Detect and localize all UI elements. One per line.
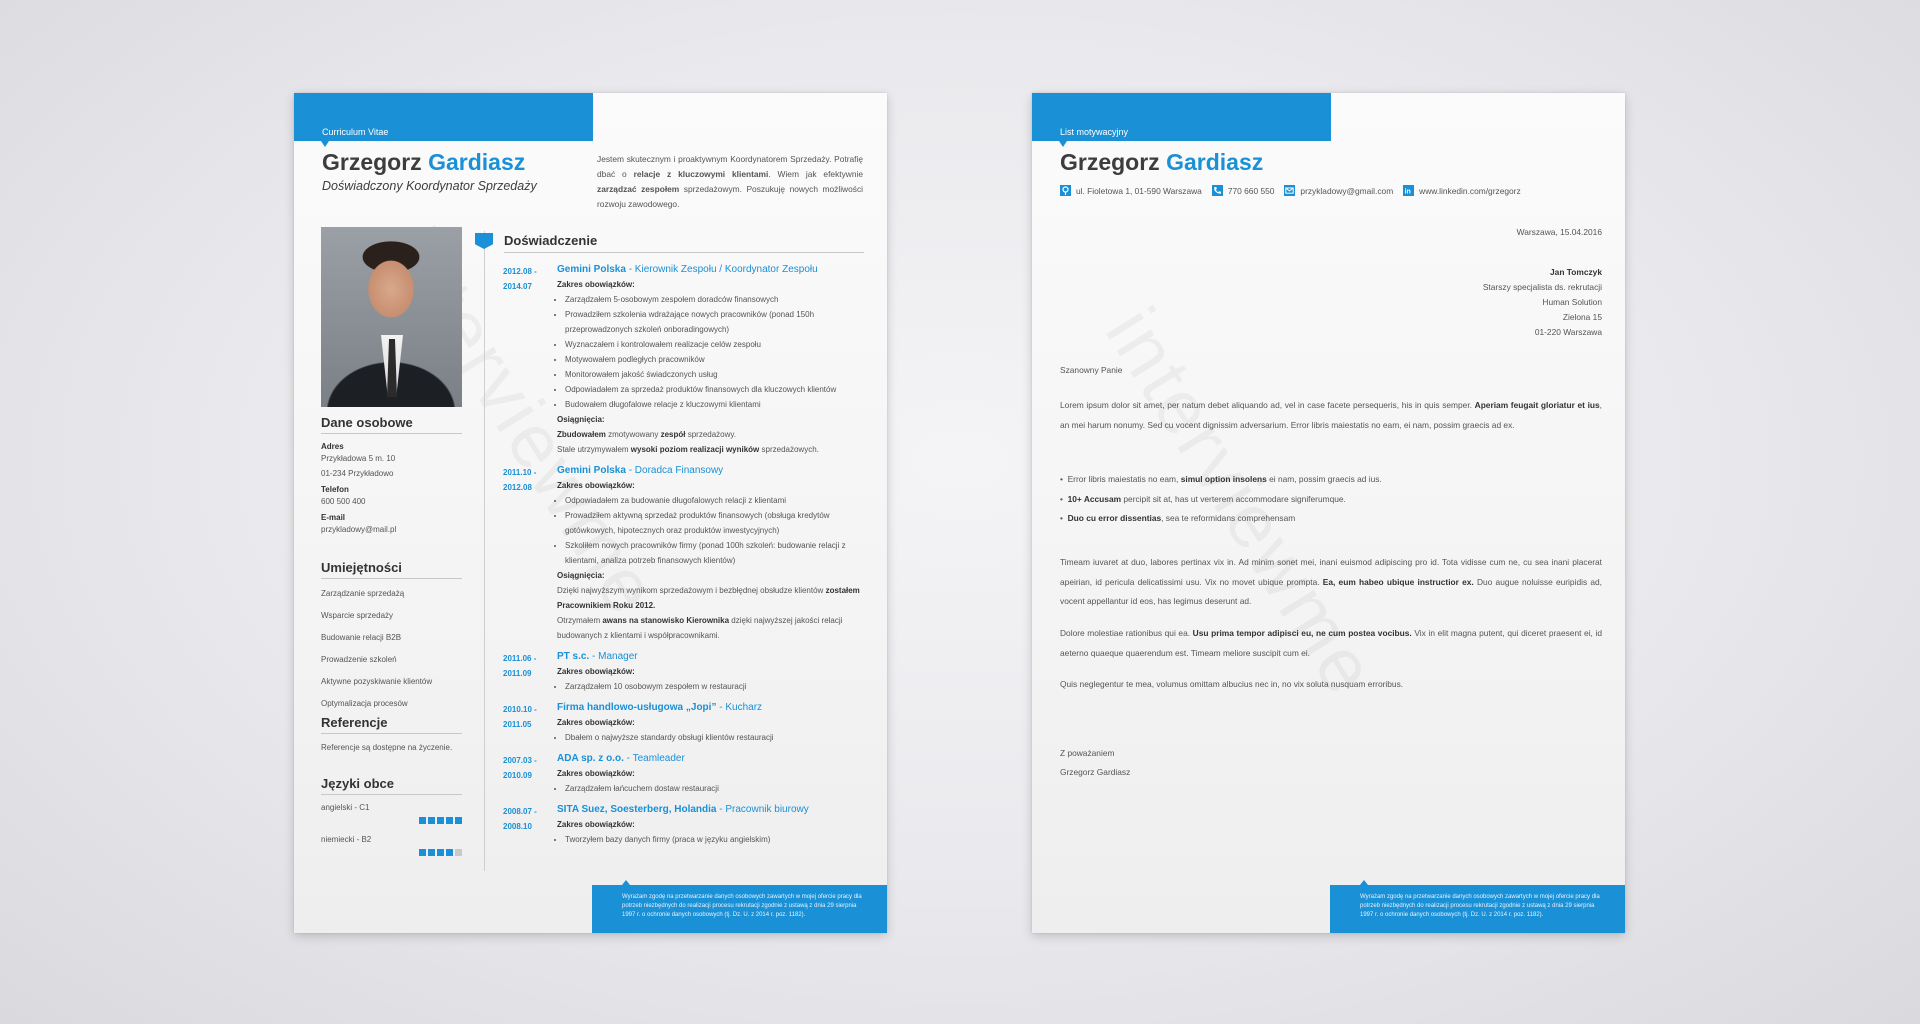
duty-item: • Wyznaczałem i kontrolowałem realizacje celów zespołu	[565, 337, 867, 352]
language-name: niemiecki - B2	[321, 835, 372, 844]
references-heading: Referencje	[321, 715, 462, 734]
cv-subtitle: Doświadczony Koordynator Sprzedaży	[322, 179, 537, 193]
location-pin-icon	[1060, 185, 1071, 196]
bullet-bold: Duo cu error dissentias	[1067, 513, 1162, 523]
header-pointer-icon	[1059, 141, 1067, 147]
job-date-from: 2007.03 -	[503, 756, 537, 765]
duties-list	[557, 832, 867, 847]
section-flag-icon	[475, 233, 493, 249]
skills-heading: Umiejętności	[321, 560, 462, 579]
address-line: 01-234 Przykładowo	[321, 469, 394, 478]
job-title	[557, 650, 867, 664]
skill-item: Zarządzanie sprzedażą	[321, 589, 405, 598]
recipient-company: Human Solution	[1542, 297, 1602, 307]
closing: Z poważaniem	[1060, 748, 1115, 758]
cv-first-name: Grzegorz	[322, 149, 422, 175]
cv-header-band	[294, 93, 593, 141]
cv-page	[294, 93, 887, 933]
duties-label: Zakres obowiązków:	[557, 769, 635, 778]
paragraph-bold: Ea, eum habeo ubique instructior ex.	[1322, 576, 1474, 587]
skills-section	[321, 560, 462, 715]
letter-first-name: Grzegorz	[1060, 149, 1160, 175]
achievement-text: Stale utrzymywałem	[557, 445, 631, 454]
job-dates	[503, 753, 545, 783]
cv-name	[322, 149, 525, 176]
achievement-text: Otrzymałem	[557, 616, 603, 625]
job-title	[557, 701, 867, 715]
duties-list	[557, 730, 867, 745]
skill-item: Optymalizacja procesów	[321, 699, 408, 708]
job-date-to: 2012.08	[503, 483, 532, 492]
skill-item: Aktywne pozyskiwanie klientów	[321, 677, 433, 686]
letter-paragraph	[1060, 553, 1602, 612]
level-dot	[446, 849, 453, 856]
achievement-text: dzięki najwyższej jakości relacji budowanych z klientami i współpracownikami.	[557, 616, 843, 640]
intro-text: . Wiem jak efektywnie	[768, 169, 863, 179]
job-role: - Manager	[589, 651, 638, 662]
letter-paragraph	[1060, 624, 1602, 663]
job-date-to: 2011.05	[503, 720, 532, 729]
job-body	[557, 803, 867, 847]
achievement-text: sprzedażowy.	[685, 430, 737, 439]
cv-consent-text: Wyrażam zgodę na przetwarzanie danych osobowych zawartych w mojej ofercie pracy dla potrzeb niezbędnych do realizacji procesu rekrutacji zgodnie z ustawą z dnia 29 sierpnia 1997 r. o ochronie danych osobowych (tj. Dz. U. z 2014 r. poz. 1182).	[622, 894, 862, 918]
cv-header-label: Curriculum Vitae	[322, 127, 389, 137]
timeline-line	[484, 231, 485, 871]
achievement-text: zmotywowany	[605, 430, 661, 439]
job-entry	[503, 464, 867, 643]
svg-text:in: in	[1404, 188, 1412, 195]
contact-phone	[1212, 185, 1275, 196]
duty-item: • Zarządzałem 10 osobowym zespołem w restauracji	[565, 679, 867, 694]
job-company: SITA Suez, Soesterberg, Holandia	[557, 804, 717, 815]
paragraph-text: Timeam iuvaret at duo, labores pertinax vix in. Ad minim sonet mei, inani euismod adipiscing pro id. Tota vidisse cum ne, cu sea inani placerat apeirian, id pericula delicatissimi usu. Vix no movet ubique prompta.	[1060, 557, 1602, 587]
phone-icon	[1212, 185, 1223, 196]
duties-list	[557, 493, 867, 568]
language-item	[321, 835, 462, 867]
contact-row	[1060, 185, 1531, 196]
job-date-from: 2012.08 -	[503, 267, 537, 276]
footer-pointer-icon	[622, 880, 630, 885]
intro-bold: zarządzać zespołem	[597, 184, 680, 194]
email-text[interactable]: przykladowy@gmail.com	[1300, 185, 1394, 196]
envelope-icon	[1284, 185, 1295, 196]
personal-data-section	[321, 415, 462, 537]
job-date-to: 2011.09	[503, 669, 532, 678]
place-date: Warszawa, 15.04.2016	[1516, 227, 1602, 237]
job-date-to: 2008.10	[503, 822, 532, 831]
achievement-bold: zostałem Pracownikiem Roku 2012.	[557, 586, 860, 610]
bullet-bold: 10+ Accusam	[1067, 493, 1122, 504]
phone-value: 600 500 400	[321, 497, 366, 506]
experience-list	[503, 263, 867, 854]
skills-list	[321, 583, 462, 715]
job-body	[557, 701, 867, 745]
references-text: Referencje są dostępne na życzenie.	[321, 743, 453, 752]
recipient-title: Starszy specjalista ds. rekrutacji	[1482, 282, 1602, 292]
duty-item: • Odpowiadałem za budowanie długofalowych relacji z klientami	[565, 493, 867, 508]
paragraph-text: Duo augue noluisse euripidis ad, vocent appellantur id eos, has legimus deserunt ad.	[1060, 576, 1602, 606]
duty-item: • Prowadziłem aktywną sprzedaż produktów finansowych (obsługa kredytów gotówkowych, hipotecznych oraz produktów inwestycyjnych)	[565, 508, 867, 538]
job-body	[557, 263, 867, 457]
recipient-street: Zielona 15	[1562, 312, 1602, 322]
level-dot	[428, 817, 435, 824]
job-dates	[503, 264, 545, 294]
job-company: PT s.c.	[557, 651, 590, 662]
skill-item: Wsparcie sprzedaży	[321, 611, 394, 620]
bullet-bold: simul option insolens	[1180, 474, 1267, 484]
paragraph-text: Dolore molestiae rationibus qui ea.	[1060, 628, 1193, 638]
contact-email	[1284, 185, 1393, 196]
header-pointer-icon	[321, 141, 329, 147]
duty-item: • Odpowiadałem za sprzedaż produktów finansowych dla kluczowych klientów	[565, 382, 867, 397]
level-dot	[437, 849, 444, 856]
job-role: - Doradca Finansowy	[625, 465, 724, 476]
job-body	[557, 650, 867, 694]
job-company: Firma handlowo-usługowa „Jopi”	[557, 702, 717, 713]
paragraph-text: Lorem ipsum dolor sit amet, per natum debet aliquando ad, vel in case facete persequeris, his in quis semper.	[1060, 400, 1475, 410]
bullet-text: , sea te reformidans comprehensam	[1161, 513, 1296, 523]
personal-data-heading: Dane osobowe	[321, 415, 462, 434]
achievement-bold: Zbudowałem	[557, 430, 606, 439]
job-date-to: 2010.09	[503, 771, 532, 780]
job-date-to: 2014.07	[503, 282, 532, 291]
level-dot	[428, 849, 435, 856]
achievements-label: Osiągnięcia:	[557, 415, 605, 424]
intro-text: sprzedażowym. Poszukuję nowych możliwości rozwoju zawodowego.	[597, 184, 863, 209]
letter-paragraph	[1060, 396, 1602, 435]
letter-footer-band	[1330, 885, 1625, 933]
language-name: angielski - C1	[321, 803, 370, 812]
job-title	[557, 464, 867, 478]
language-item	[321, 803, 462, 835]
experience-heading: Doświadczenie	[504, 233, 864, 253]
bullet-text: ei nam, possim graecis ad ius.	[1266, 474, 1382, 484]
duty-item: • Zarządzałem 5-osobowym zespołem doradców finansowych	[565, 292, 867, 307]
letter-last-name: Gardiasz	[1166, 149, 1264, 175]
contact-address	[1060, 185, 1202, 196]
job-dates	[503, 804, 545, 834]
languages-heading: Języki obce	[321, 776, 462, 795]
duties-label: Zakres obowiązków:	[557, 667, 635, 676]
paragraph-bold: Usu prima tempor adipisci eu, ne cum postea vocibus.	[1192, 628, 1412, 638]
languages-section	[321, 776, 462, 867]
references-section	[321, 715, 462, 755]
signature: Grzegorz Gardiasz	[1060, 767, 1131, 777]
achievement-bold: zespół	[660, 430, 686, 439]
job-dates	[503, 651, 545, 681]
paragraph-text: , an mei harum nonumy. Sed cu vocent dignissim adversarium. Error libris maiestatis no eam, ei nam, possim graecis ad ex.	[1060, 400, 1602, 430]
achievement-text: Dzięki najwyższym wynikom sprzedażowym i bezbłędnej obsłudze klientów	[557, 586, 826, 595]
letter-header-label: List motywacyjny	[1060, 127, 1129, 137]
email-label: E-mail	[321, 513, 346, 522]
duty-item: • Szkoliłem nowych pracowników firmy (ponad 100h szkoleń: budowanie relacji z klientami, analiza potrzeb finansowych klientów)	[565, 538, 867, 568]
job-dates	[503, 465, 545, 495]
paragraph-text: Vix in elit magna putent, qui diceret praesent ei, id aeterno quaeque quaerendum est. Timeam meliore suscipit cum ei.	[1060, 628, 1603, 658]
job-entry	[503, 650, 867, 694]
footer-pointer-icon	[1360, 880, 1368, 885]
bullet-text: percipit sit at, has ut verterem accommodare signiferumque.	[1121, 493, 1346, 504]
level-dot	[437, 817, 444, 824]
cv-footer-band	[592, 885, 887, 933]
language-level	[419, 849, 462, 856]
job-entry	[503, 701, 867, 745]
paragraph-text: Quis neglegentur te mea, volumus omittam albucius nec in, no vix soluta nusquam erroribus.	[1060, 679, 1404, 689]
job-company: Gemini Polska	[557, 264, 626, 275]
duties-label: Zakres obowiązków:	[557, 718, 635, 727]
letter-bullets: • Error libris maiestatis no eam, simul option insolens ei nam, possim graecis ad ius. • 10+ Accusam percipit sit at, has ut verterem accommodare signiferumque. • Duo cu error dissentias, sea te reformidans comprehensam	[1060, 474, 1382, 523]
achievement-bold: wysoki poziom realizacji wyników	[630, 445, 760, 454]
recipient-city: 01-220 Warszawa	[1534, 327, 1602, 337]
level-dot	[419, 849, 426, 856]
job-role: - Teamleader	[623, 753, 685, 764]
letter-paragraph	[1060, 675, 1602, 695]
duties-list	[557, 781, 867, 796]
language-level	[419, 817, 462, 824]
recipient-name: Jan Tomczyk	[1550, 267, 1602, 277]
duty-item: • Zarządzałem łańcuchem dostaw restauracji	[565, 781, 867, 796]
letter-header-band	[1032, 93, 1331, 141]
achievement-item	[557, 427, 867, 442]
intro-text: Jestem skutecznym i proaktywnym Koordynatorem Sprzedaży. Potrafię dbać o	[597, 154, 863, 179]
recipient-block	[1060, 265, 1602, 340]
greeting: Szanowny Panie	[1060, 365, 1123, 375]
linkedin-icon	[1403, 185, 1414, 196]
phone-label: Telefon	[321, 485, 349, 494]
job-date-from: 2008.07 -	[503, 807, 537, 816]
job-body	[557, 752, 867, 796]
job-date-from: 2011.10 -	[503, 468, 537, 477]
letter-page	[1032, 93, 1625, 933]
cv-last-name: Gardiasz	[428, 149, 526, 175]
duties-label: Zakres obowiązków:	[557, 820, 635, 829]
achievement-bold: awans na stanowisko Kierownika	[602, 616, 730, 625]
achievement-text: sprzedażowych.	[759, 445, 819, 454]
letter-name	[1060, 149, 1263, 176]
job-role: - Kucharz	[716, 702, 763, 713]
letter-consent-text: Wyrażam zgodę na przetwarzanie danych osobowych zawartych w mojej ofercie pracy dla potrzeb niezbędnych do realizacji procesu rekrutacji zgodnie z ustawą z dnia 29 sierpnia 1997 r. o ochronie danych osobowych (tj. Dz. U. z 2014 r. poz. 1182).	[1360, 894, 1600, 918]
languages-list	[321, 803, 462, 867]
email-value: przykladowy@mail.pl	[321, 525, 397, 534]
job-date-from: 2011.06 -	[503, 654, 537, 663]
intro-bold: relacje z kluczowymi klientami	[633, 169, 769, 179]
job-title	[557, 752, 867, 766]
achievement-item	[557, 613, 867, 643]
achievements-label: Osiągnięcia:	[557, 571, 605, 580]
paragraph-bold: Aperiam feugait gloriatur et ius	[1474, 400, 1600, 410]
linkedin-text[interactable]: www.linkedin.com/grzegorz	[1419, 185, 1521, 196]
job-title	[557, 803, 867, 817]
duty-item: • Tworzyłem bazy danych firmy (praca w języku angielskim)	[565, 832, 867, 847]
job-title	[557, 263, 867, 277]
cv-intro	[597, 152, 863, 212]
achievement-item	[557, 442, 867, 457]
job-role: - Kierownik Zespołu / Koordynator Zespołu	[625, 264, 818, 275]
duty-item: • Prowadziłem szkolenia wdrażające nowych pracowników (ponad 150h przeprowadzonych szkoleń onboradingowych)	[565, 307, 867, 337]
duties-list	[557, 679, 867, 694]
contact-linkedin	[1403, 185, 1520, 196]
address-label: Adres	[321, 442, 344, 451]
job-company: Gemini Polska	[557, 465, 626, 476]
duty-item: • Motywowałem podległych pracowników	[565, 352, 867, 367]
bullet-text: Error libris maiestatis no eam,	[1067, 474, 1181, 484]
achievement-item	[557, 583, 867, 613]
duty-item: • Monitorowałem jakość świadczonych usług	[565, 367, 867, 382]
duties-list	[557, 292, 867, 412]
job-entry	[503, 263, 867, 457]
level-dot	[419, 817, 426, 824]
duty-item: • Budowałem długofalowe relacje z kluczowymi klientami	[565, 397, 867, 412]
address-text: ul. Fioletowa 1, 01-590 Warszawa	[1076, 185, 1202, 196]
job-body	[557, 464, 867, 643]
level-dot	[455, 817, 462, 824]
level-dot	[455, 849, 462, 856]
duties-label: Zakres obowiązków:	[557, 280, 635, 289]
job-company: ADA sp. z o.o.	[557, 753, 624, 764]
job-dates	[503, 702, 545, 732]
duty-item: • Dbałem o najwyższe standardy obsługi klientów restauracji	[565, 730, 867, 745]
skill-item: Budowanie relacji B2B	[321, 633, 402, 642]
job-role: - Pracownik biurowy	[716, 804, 809, 815]
duties-label: Zakres obowiązków:	[557, 481, 635, 490]
phone-text: 770 660 550	[1227, 185, 1275, 196]
job-entry	[503, 752, 867, 796]
job-date-from: 2010.10 -	[503, 705, 537, 714]
level-dot	[446, 817, 453, 824]
address-line: Przykładowa 5 m. 10	[321, 454, 396, 463]
profile-photo	[321, 227, 462, 407]
skill-item: Prowadzenie szkoleń	[321, 655, 397, 664]
job-entry	[503, 803, 867, 847]
